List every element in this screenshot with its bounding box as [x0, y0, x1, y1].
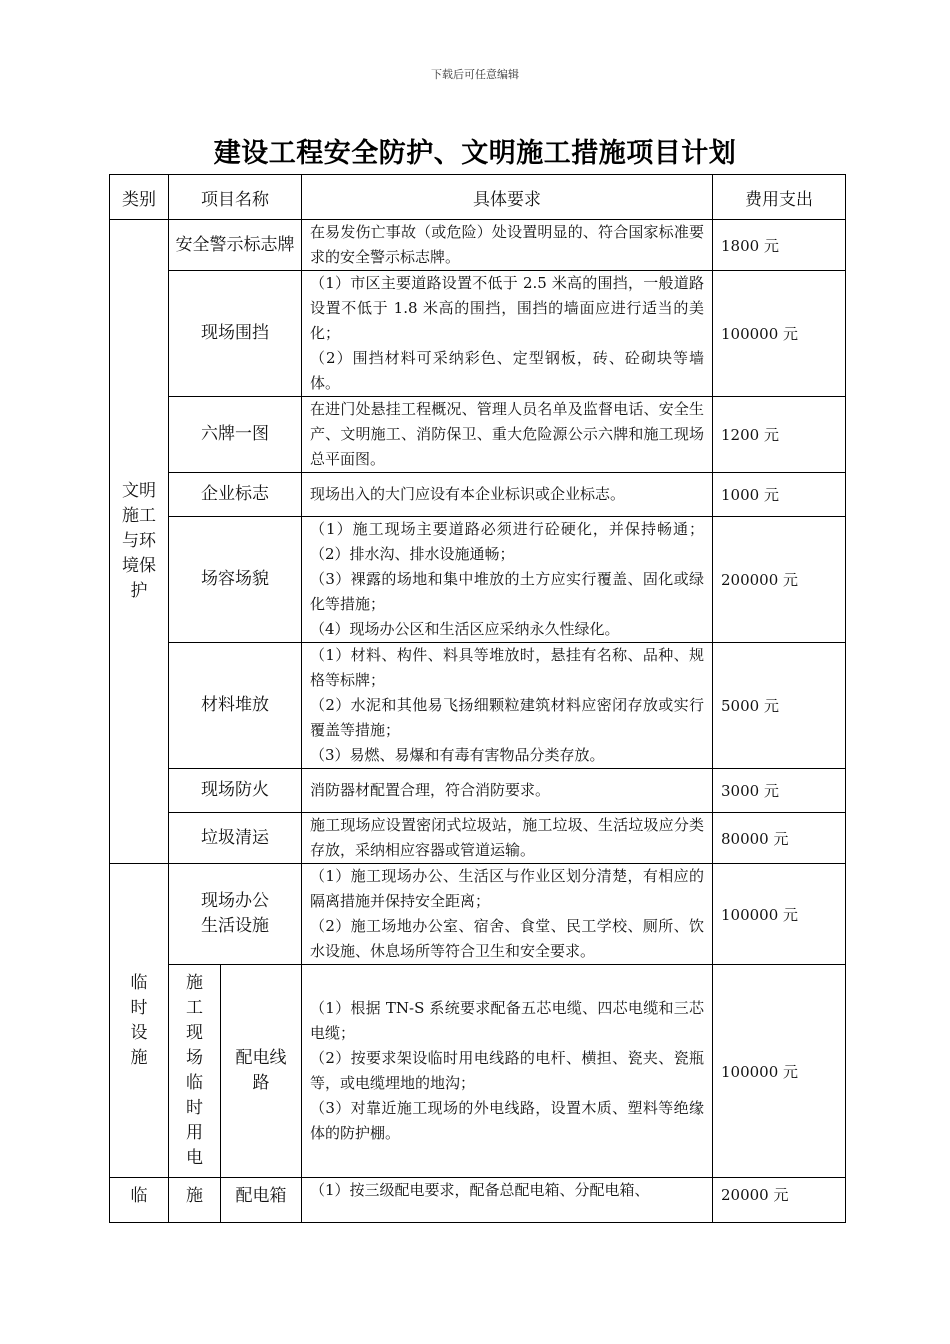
category-label: 临时设施	[130, 972, 148, 1068]
requirement-line: （1）施工现场主要道路必须进行砼硬化，并保持畅通；（2）排水沟、排水设施通畅；	[310, 520, 704, 563]
col-header-requirement: 具体要求	[302, 175, 713, 220]
table-row	[110, 864, 846, 965]
cost-cell: 200000 元	[713, 517, 846, 643]
subcategory-temp-power	[169, 965, 221, 1178]
requirement-line: 在易发伤亡事故（或危险）处设置明显的、符合国家标准要求的安全警示标志牌。	[310, 223, 704, 266]
plan-table	[109, 174, 846, 1223]
item-name: 企业标志	[169, 473, 302, 517]
requirement-line: （1）根据 TN-S 系统要求配备五芯电缆、四芯电缆和三芯电缆；	[310, 999, 704, 1042]
requirement-line: （3）裸露的场地和集中堆放的土方应实行覆盖、固化或绿化等措施；	[310, 570, 704, 613]
item-name	[221, 965, 302, 1178]
cost-cell: 100000 元	[713, 965, 846, 1178]
item-name: 六牌一图	[169, 397, 302, 473]
category-label: 文明施工与环境保护	[122, 481, 156, 601]
requirement-line: （1）材料、构件、料具等堆放时，悬挂有名称、品种、规格等标牌；	[310, 646, 704, 689]
requirement-line: （1）市区主要道路设置不低于 2.5 米高的围挡，一般道路设置不低于 1.8 米高的围挡，围挡的墙面应进行适当的美化；	[310, 274, 704, 342]
requirement-line: （3）易燃、易爆和有毒有害物品分类存放。	[310, 746, 605, 764]
requirement-line: （4）现场办公区和生活区应采纳永久性绿化。	[310, 620, 620, 638]
requirement-cell	[302, 813, 713, 864]
requirement-line: （1）按三级配电要求，配备总配电箱、分配电箱、	[310, 1181, 650, 1199]
requirement-cell	[302, 220, 713, 271]
requirement-cell	[302, 473, 713, 517]
col-header-cost: 费用支出	[713, 175, 846, 220]
requirement-line: 施工现场应设置密闭式垃圾站，施工垃圾、生活垃圾应分类存放，采纳相应容器或管道运输。	[310, 816, 704, 859]
cost-cell: 3000 元	[713, 769, 846, 813]
cost-cell: 1800 元	[713, 220, 846, 271]
item-label: 现场办公生活设施	[201, 891, 269, 936]
category-temp-facilities-cont: 临	[110, 1178, 169, 1223]
table-row	[110, 473, 846, 517]
requirement-line: 在进门处悬挂工程概况、管理人员名单及监督电话、安全生产、文明施工、消防保卫、重大危险源公示六牌和施工现场总平面图。	[310, 400, 704, 468]
item-name	[169, 864, 302, 965]
col-header-category: 类别	[110, 175, 169, 220]
requirement-line: （2）按要求架设临时用电线路的电杆、横担、瓷夹、瓷瓶等，或电缆埋地的地沟；	[310, 1049, 704, 1092]
item-label: 安全警示标志牌	[175, 234, 295, 255]
cost-cell: 100000 元	[713, 271, 846, 397]
table-row	[110, 965, 846, 1178]
item-name	[169, 220, 302, 271]
category-temp-facilities	[110, 864, 169, 1178]
requirement-cell	[302, 271, 713, 397]
cost-cell: 100000 元	[713, 864, 846, 965]
cost-cell: 1200 元	[713, 397, 846, 473]
cost-cell: 20000 元	[713, 1178, 846, 1223]
item-name: 现场围挡	[169, 271, 302, 397]
category-civilized	[110, 220, 169, 864]
requirement-cell	[302, 517, 713, 643]
subcategory-label: 施工现场临时用电	[186, 973, 203, 1168]
cost-cell: 5000 元	[713, 643, 846, 769]
table-header-row	[110, 175, 846, 220]
requirement-cell	[302, 864, 713, 965]
col-header-item: 项目名称	[169, 175, 302, 220]
table-row	[110, 813, 846, 864]
table-row	[110, 769, 846, 813]
requirement-line: （2）水泥和其他易飞扬细颗粒建筑材料应密闭存放或实行覆盖等措施；	[310, 696, 704, 739]
cost-cell: 1000 元	[713, 473, 846, 517]
item-name: 材料堆放	[169, 643, 302, 769]
item-name: 现场防火	[169, 769, 302, 813]
table-row	[110, 271, 846, 397]
table-row	[110, 397, 846, 473]
requirement-cell	[302, 769, 713, 813]
requirement-line: （3）对靠近施工现场的外电线路，设置木质、塑料等绝缘体的防护棚。	[310, 1099, 704, 1142]
item-name: 场容场貌	[169, 517, 302, 643]
table-row	[110, 220, 846, 271]
requirement-line: （1）施工现场办公、生活区与作业区划分清楚，有相应的隔离措施并保持安全距离；	[310, 867, 704, 910]
header-note: 下载后可任意编辑	[431, 68, 519, 81]
page-title: 建设工程安全防护、文明施工措施项目计划	[213, 138, 737, 169]
subcategory-temp-power-cont: 施	[169, 1178, 221, 1223]
requirement-line: （2）围挡材料可采纳彩色、定型钢板，砖、砼砌块等墙体。	[310, 349, 704, 392]
table-row	[110, 643, 846, 769]
requirement-line: 消防器材配置合理，符合消防要求。	[310, 781, 551, 799]
requirement-cell	[302, 643, 713, 769]
requirement-cell	[302, 1178, 713, 1223]
requirement-cell	[302, 965, 713, 1178]
requirement-line: （2）施工场地办公室、宿舍、食堂、民工学校、厕所、饮水设施、休息场所等符合卫生和安全要求。	[310, 917, 704, 960]
requirement-line: 现场出入的大门应设有本企业标识或企业标志。	[310, 485, 626, 503]
item-name: 垃圾清运	[169, 813, 302, 864]
requirement-cell	[302, 397, 713, 473]
item-name: 配电箱	[221, 1178, 302, 1223]
item-label: 配电线路	[235, 1048, 287, 1093]
table-row	[110, 1178, 846, 1223]
cost-cell: 80000 元	[713, 813, 846, 864]
table-row	[110, 517, 846, 643]
